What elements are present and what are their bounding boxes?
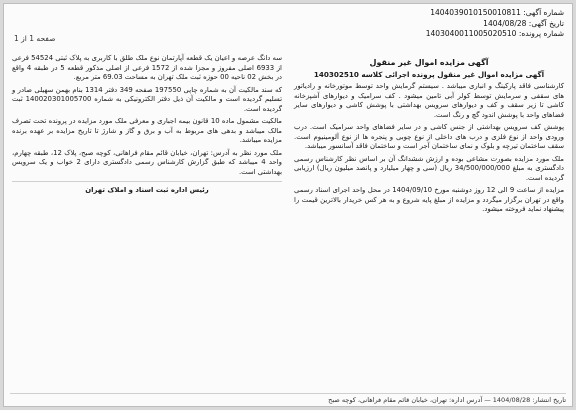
- ad2-paragraph: که سند مالکیت آن به شماره چاپی 197550 صفحه 349 دفتر 1314 بنام بهمن سهیلی صادر و تسلیم گردیده است و مالکیت آن ذیل دفتر الکترونیکی به شماره 140020301005700 ثبت گردیده است.: [12, 85, 282, 113]
- ad2-body: [12, 54, 282, 196]
- ad-paragraph: کارشناسی فاقد پارکینگ و انباری میباشد . سیستم گرمایش واحد توسط موتورخانه و رادیاتور های سقفی و سرمایش توسط کولر آبی تامین میشود . کف سرامیک و دیوارهای آشپزخانه کاشی تا زیر سقف و کف و دیوارهای سرویس بهداشتی با پوشش کاشی و دیوارهای سایر فضاهای واحد با پوشش اندود گچ و رنگ است.: [294, 82, 564, 119]
- ad-date: تاریخ آگهی: 1404/08/28: [483, 18, 564, 28]
- ad-column-left: [12, 54, 282, 199]
- tracking-number: شماره آگهی: 1404039010150010811: [430, 8, 564, 17]
- ad2-paragraph: ملک مورد نظر به آدرس: تهران، خیابان قائم مقام فراهانی، کوچه صبح، پلاک 12، طبقه چهارم، واحد 4 میباشد که طبق گزارش کارشناس رسمی دادگستری دارای 2 خواب و یک سرویس بهداشتی است.: [12, 148, 283, 176]
- ad-meta-block: [426, 8, 564, 40]
- ad-title: آگهی مزایده اموال غیر منقول: [369, 58, 489, 67]
- page-number: صفحه 1 از 1: [14, 34, 56, 43]
- ad-paragraph: ملک مورد مزایده بصورت مشاعی بوده و ارزش ششدانگ آن بر اساس نظر کارشناس رسمی دادگستری به مبلغ 34/500/000/000 ریال (سی و چهار میلیارد و پانصد میلیون ریال) ارزیابی گردیده است.: [294, 154, 565, 182]
- ad-paragraph: مزایده از ساعت 9 الی 12 روز دوشنبه مورخ 1404/09/10 در محل واحد اجرای اسناد رسمی واقع در تهران برگزار میگردد و مزایده از مبلغ پایه شروع و به هر کس خریدار بالاترین قیمت را پیشنهاد نماید فروخته میشود.: [294, 186, 565, 213]
- signatory: رئیس اداره ثبت اسناد و املاک تهران: [85, 186, 209, 194]
- ad-paragraph: پوشش کف سرویس بهداشتی از جنس کاشی و در سایر فضاهای واحد سرامیک است. درب ورودی واحد از نوع فلزی و درب های داخلی از نوع چوبی و پنجره ها از نوع آلومینیوم است. سقف ساختمان تیرچه و بلوک و نمای ساختمان آجر است و ساختمان فاقد آسانسور میباشد.: [294, 123, 564, 150]
- ad-column-right: [294, 54, 564, 218]
- document-page: [3, 3, 573, 407]
- ad2-paragraph: مالکیت مشمول ماده 10 قانون بیمه اجباری و معرفی ملک مورد مزایده در پرونده تحت تصرف مالک میباشد و بدهی های مربوط به آب و برق و گاز و شارژ تا تاریخ مزایده بر عهده برنده مزایده میباشد.: [12, 117, 283, 144]
- case-number: شماره پرونده: 1403040011005020510: [425, 29, 564, 38]
- page-footer: تاریخ انتشار: 1404/08/28 — آدرس اداره: تهران، خیابان قائم مقام فراهانی، کوچه صبح: [10, 393, 566, 404]
- ad-subtitle: آگهی مزایده اموال غیر منقول پرونده اجرائی کلاسه 140302510: [313, 69, 545, 79]
- ad-body: [294, 82, 564, 215]
- ad2-paragraph: سه دانگ عرصه و اعیان یک قطعه آپارتمان نوع ملک طلق با کاربری به پلاک ثبتی 54524 فرعی از 6933 اصلی مفروز و مجزا شده از 1572 فرعی از اصلی مذکور قطعه 5 در طبقه 4 واقع در بخش 02 ناحیه 00 حوزه ثبت ملک تهران به مساحت 69.03 متر مربع.: [12, 54, 282, 81]
- divider: [12, 181, 282, 182]
